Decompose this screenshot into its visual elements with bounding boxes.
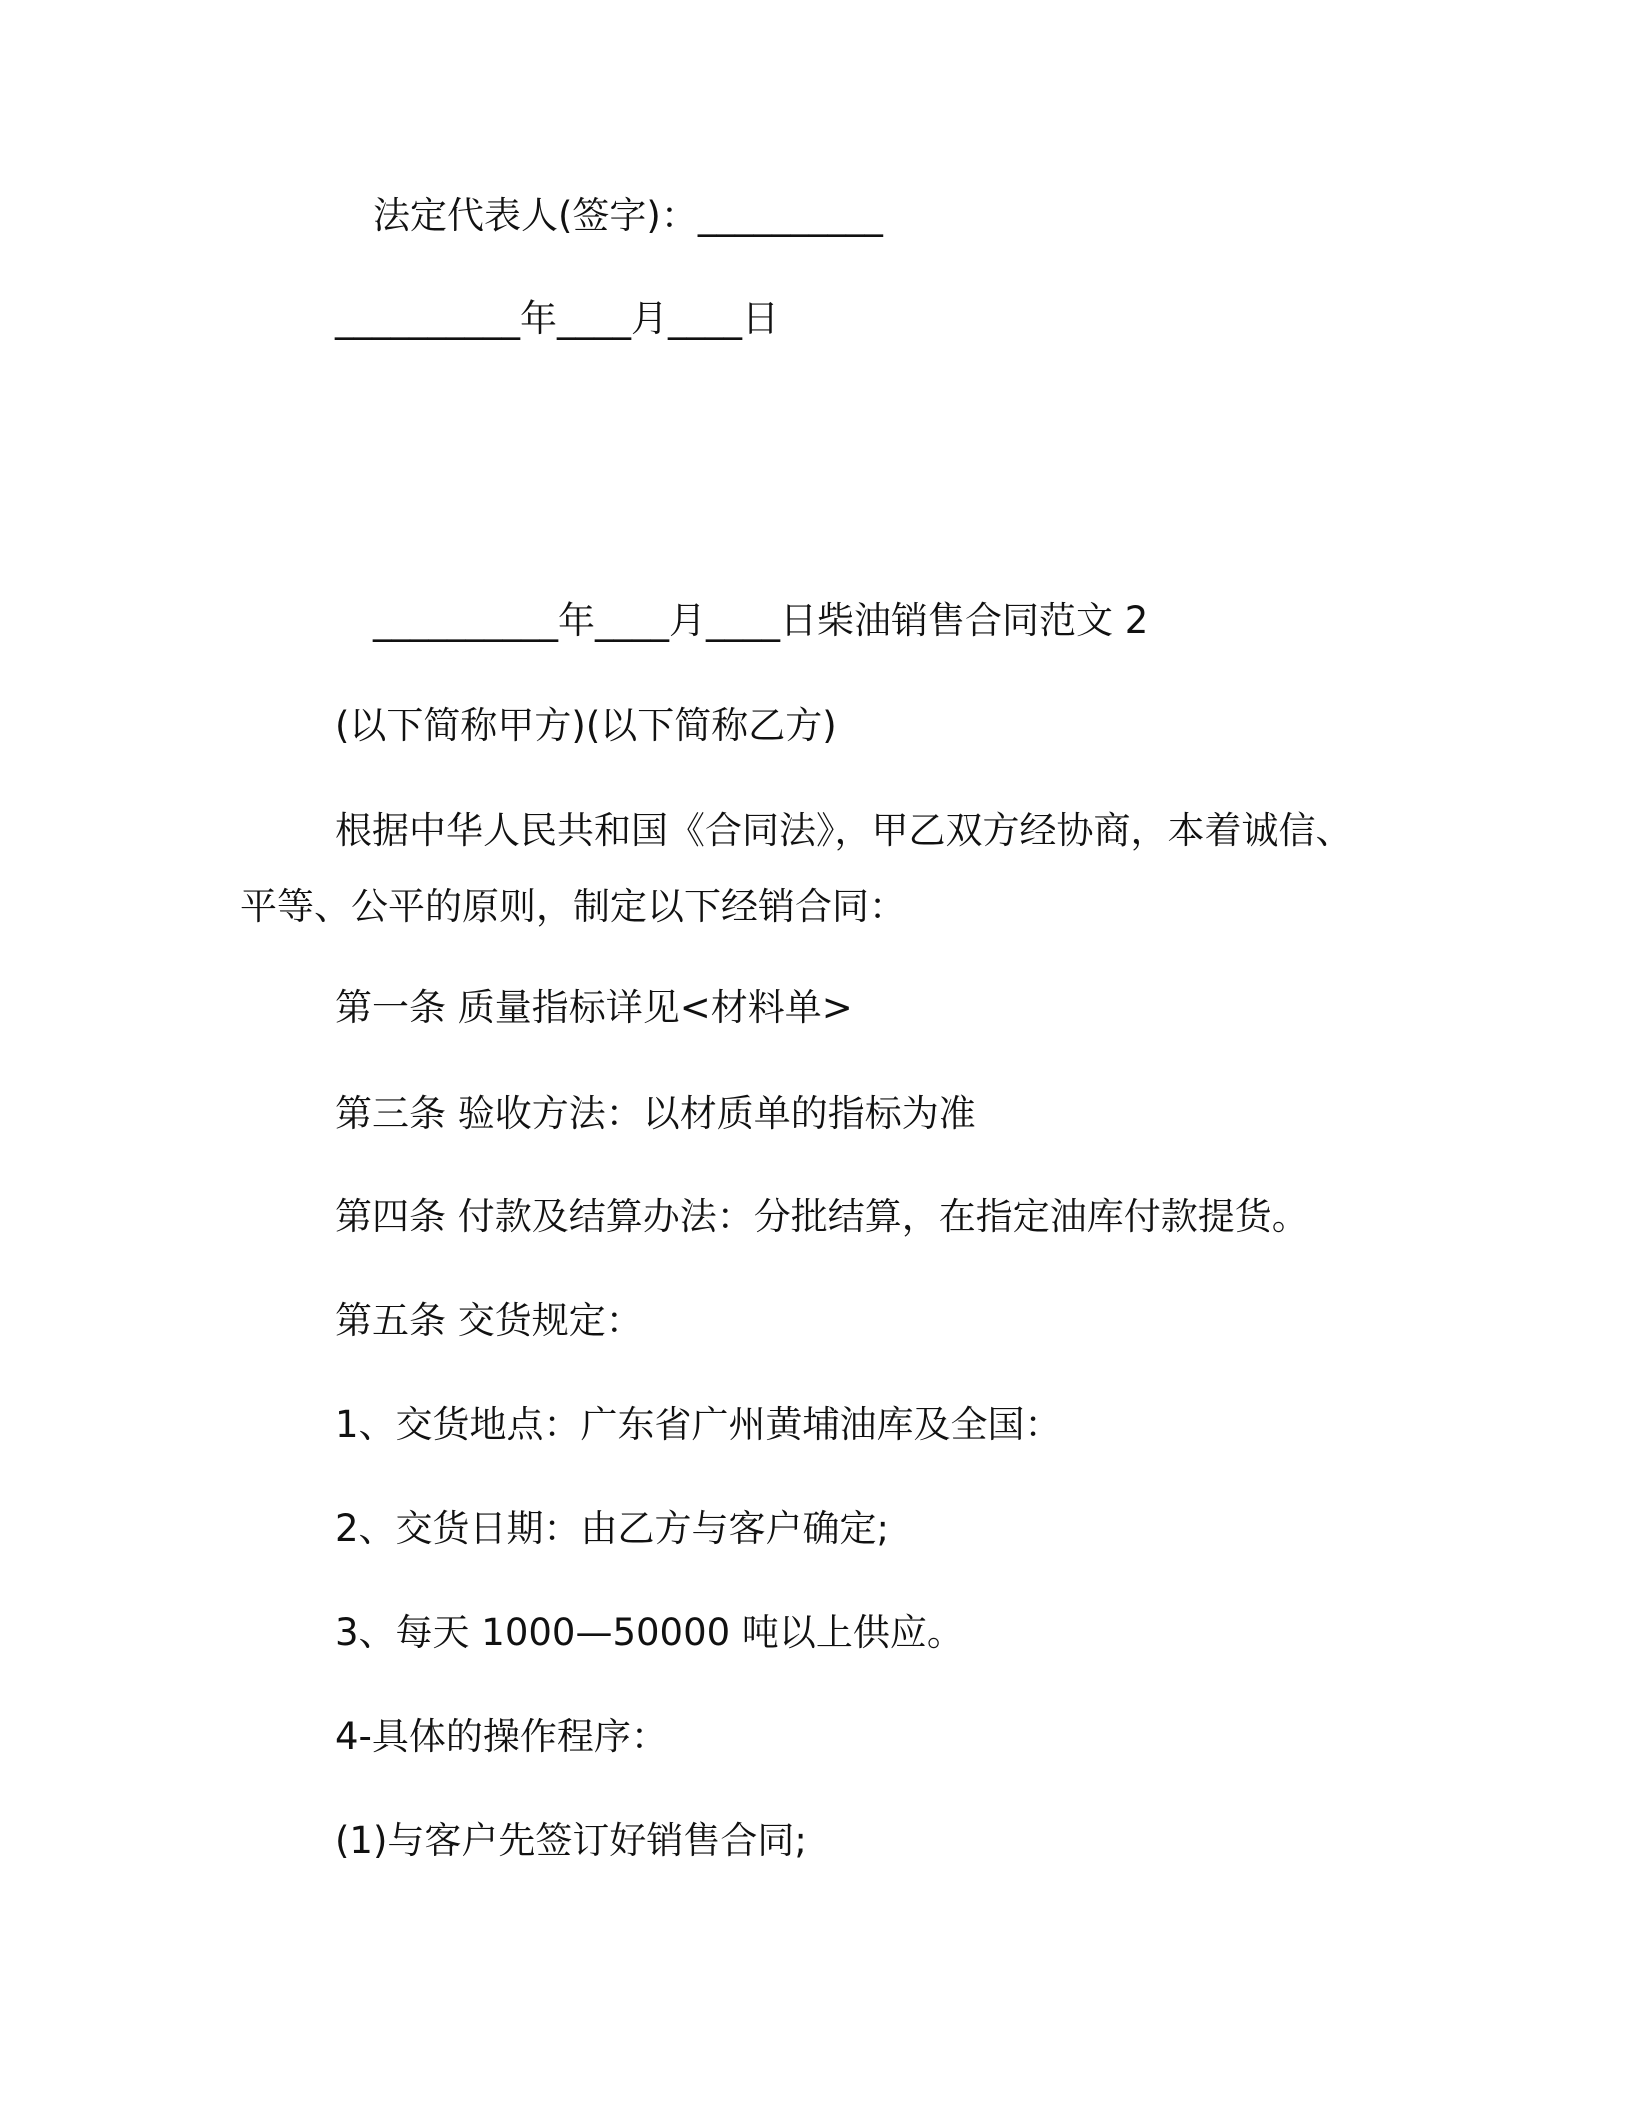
operation-procedure-heading: 4-具体的操作程序：: [335, 1715, 668, 1758]
article-5: 第五条 交货规定：: [335, 1299, 643, 1342]
article-4: 第四条 付款及结算办法：分批结算，在指定油库付款提货。: [335, 1195, 1309, 1238]
delivery-location: 1、交货地点：广东省广州黄埔油库及全国：: [335, 1403, 1062, 1446]
preamble-line-1: 根据中华人民共和国《合同法》，甲乙双方经协商，本着诚信、: [335, 809, 1353, 852]
legal-representative-signature-line: 法定代表人(签字)：__________: [373, 194, 883, 237]
article-1: 第一条 质量指标详见<材料单>: [335, 986, 853, 1029]
procedure-step-1: (1)与客户先签订好销售合同;: [335, 1819, 807, 1862]
date-line: __________年____月____日: [335, 297, 779, 340]
article-3: 第三条 验收方法：以材质单的指标为准: [335, 1092, 976, 1135]
contract-title: __________年____月____日柴油销售合同范文 2: [373, 599, 1149, 642]
delivery-date: 2、交货日期：由乙方与客户确定;: [335, 1507, 890, 1550]
parties-line: (以下简称甲方)(以下简称乙方): [335, 704, 837, 747]
daily-supply: 3、每天 1000—50000 吨以上供应。: [335, 1611, 964, 1654]
preamble-line-2: 平等、公平的原则，制定以下经销合同：: [240, 885, 906, 928]
